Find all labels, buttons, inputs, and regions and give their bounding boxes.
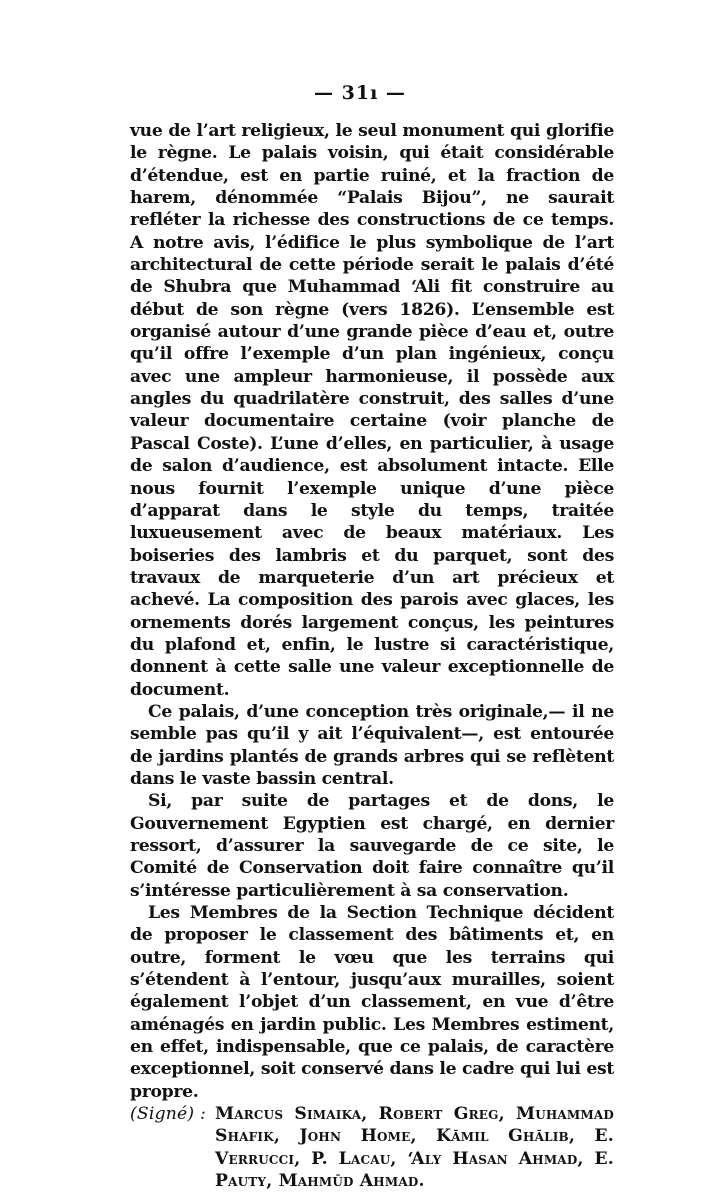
signature-label: (Signé) :	[130, 1104, 206, 1125]
signature-block	[130, 1103, 614, 1192]
paragraph-2: Ce palais, d’une conception très originale,— il ne semble pas qu’il y ait l’équivalent—, est entourée de jardins plantés de grands arbres qui se reflètent dans le vaste bassin central.	[130, 701, 614, 789]
paragraph-4: Les Membres de la Section Technique décident de proposer le classement des bâtiments et, en outre, forment le vœu que les terrains qui s’étendent à l’entour, jusqu’aux murailles, soient également l’objet d’un classement, en vue d’être aménagés en jardin public. Les Membres estiment, en effet, indispensable, que ce palais, de caractère exceptionnel, soit conservé dans le cadre qui lui est propre.	[130, 903, 614, 1102]
page-number: — 31ı —	[314, 82, 406, 104]
paragraph-1: vue de l’art religieux, le seul monument qui glorifie le règne. Le palais voisin, qui était considérable d’étendue, est en partie ruiné, et la fraction de harem, dénommée “Palais Bijou”, ne saurait refléter la richesse des constructions de ce temps. A notre avis, l’édifice le plus symbolique de l’art architectural de cette période serait le palais d’été de Shubra que Muhammad ‘Ali fit construire au début de son règne (vers 1826). L’ensemble est organisé autour d’une grande pièce d’eau et, outre qu’il offre l’exemple d’un plan ingénieux, conçu avec une ampleur harmonieuse, il possède aux angles du quadrilatère construit, des salles d’une valeur documentaire certaine (voir planche de Pascal Coste). L’une d’elles, en particulier, à usage de salon d’audience, est absolument intacte. Elle nous fournit l’exemple unique d’une pièce d’apparat dans le style du temps, traitée luxueusement avec de beaux matériaux. Les boiseries des lambris et du parquet, sont des travaux de marqueterie d’un art précieux et achevé. La composition des parois avec glaces, les ornements dorés largement conçus, les peintures du plafond et, enfin, le lustre si caractéristique, donnent à cette salle une valeur exceptionnelle de document.	[130, 121, 614, 700]
signatory-names: Marcus Simaika, Robert Greg, Muhammad Shafik, John Home, Kāmil Ghālib, E. Verrucci, P. Lacau, ‘Aly Hasan Ahmad, E. Pauty, Mahmūd Ahmad.	[215, 1104, 614, 1192]
paragraph-3: Si, par suite de partages et de dons, le Gouvernement Egyptien est chargé, en dernier ressort, d’assurer la sauvegarde de ce site, le Comité de Conservation doit faire connaître qu’il s’intéresse particulièrement à sa conservation.	[130, 791, 614, 901]
body-text	[130, 120, 614, 1193]
